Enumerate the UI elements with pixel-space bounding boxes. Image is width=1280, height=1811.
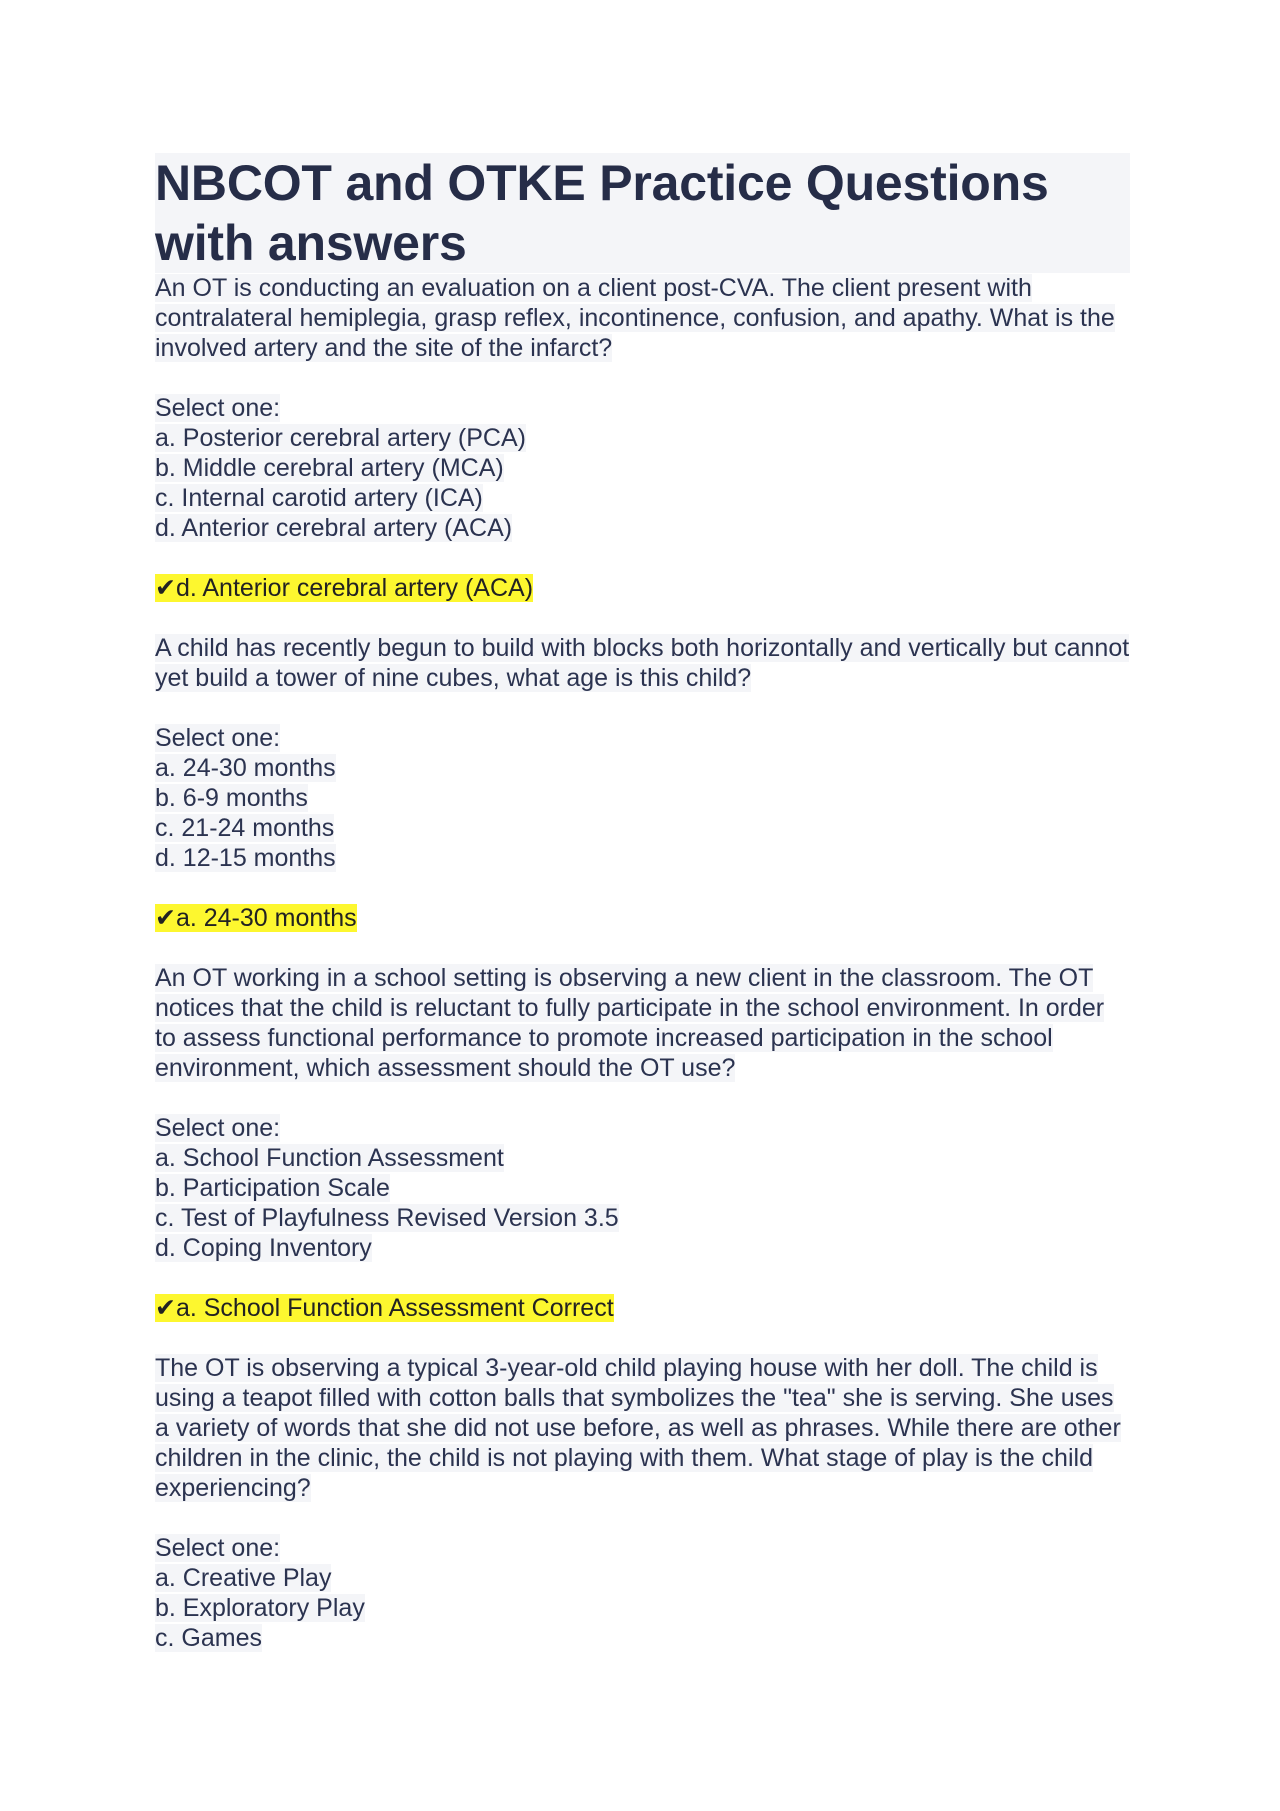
option-text: b. 6-9 months (155, 784, 308, 812)
correct-answer-highlight: ✔a. School Function Assessment Correct (155, 1294, 614, 1322)
option-text: d. Coping Inventory (155, 1234, 372, 1262)
correct-answer-highlight: ✔a. 24-30 months (155, 904, 357, 932)
options-list (155, 1563, 1130, 1653)
option-text: a. 24-30 months (155, 754, 336, 782)
option-item (155, 1143, 1130, 1173)
select-one-text: Select one: (155, 724, 281, 752)
select-one-text: Select one: (155, 394, 281, 422)
spacer (155, 1323, 1130, 1353)
option-item (155, 423, 1130, 453)
select-one-text: Select one: (155, 1534, 281, 1562)
option-item (155, 1593, 1130, 1623)
correct-answer (155, 573, 1130, 603)
options-list (155, 753, 1130, 873)
question-prompt-text: The OT is observing a typical 3-year-old child playing house with her doll. The child is using a teapot filled with cotton balls that symbolizes the "tea" she is serving. She uses a variety of words that she did not use before, as well as phrases. While there are other children in the clinic, the child is not playing with them. What stage of play is the child experiencing? (155, 1354, 1121, 1502)
option-text: c. 21-24 months (155, 814, 335, 842)
question-block (155, 1353, 1130, 1653)
select-one-label (155, 1533, 1130, 1563)
option-text: b. Middle cerebral artery (MCA) (155, 454, 504, 482)
option-item (155, 1173, 1130, 1203)
question-block (155, 963, 1130, 1353)
select-one-label (155, 1113, 1130, 1143)
option-text: b. Exploratory Play (155, 1594, 365, 1622)
option-text: c. Test of Playfulness Revised Version 3.5 (155, 1204, 619, 1232)
correct-answer (155, 1293, 1130, 1323)
spacer (155, 693, 1130, 723)
option-item (155, 1563, 1130, 1593)
question-prompt (155, 1353, 1130, 1503)
question-prompt-text: An OT working in a school setting is observing a new client in the classroom. The OT notices that the child is reluctant to fully participate in the school environment. In order to assess functional performance to promote increased participation in the school environment, which assessment should the OT use? (155, 964, 1105, 1082)
question-block (155, 273, 1130, 633)
option-text: b. Participation Scale (155, 1174, 390, 1202)
question-prompt-text: An OT is conducting an evaluation on a client post-CVA. The client present with contralateral hemiplegia, grasp reflex, incontinence, confusion, and apathy. What is the involved artery and the site of the infarct? (155, 274, 1115, 362)
option-text: a. Posterior cerebral artery (PCA) (155, 424, 526, 452)
select-one-label (155, 393, 1130, 423)
document-page (155, 153, 1130, 1653)
option-item (155, 843, 1130, 873)
option-text: c. Games (155, 1624, 262, 1652)
correct-answer-highlight: ✔d. Anterior cerebral artery (ACA) (155, 574, 534, 602)
spacer (155, 363, 1130, 393)
select-one-label (155, 723, 1130, 753)
spacer (155, 1083, 1130, 1113)
option-text: c. Internal carotid artery (ICA) (155, 484, 483, 512)
option-item (155, 753, 1130, 783)
option-item (155, 813, 1130, 843)
spacer (155, 603, 1130, 633)
option-item (155, 1233, 1130, 1263)
options-list (155, 423, 1130, 543)
option-item (155, 1203, 1130, 1233)
page-title: NBCOT and OTKE Practice Questions with answers (155, 153, 1130, 273)
spacer (155, 543, 1130, 573)
option-item (155, 453, 1130, 483)
spacer (155, 1503, 1130, 1533)
question-prompt (155, 963, 1130, 1083)
spacer (155, 933, 1130, 963)
option-text: d. 12-15 months (155, 844, 336, 872)
option-item (155, 513, 1130, 543)
option-text: d. Anterior cerebral artery (ACA) (155, 514, 513, 542)
spacer (155, 873, 1130, 903)
spacer (155, 1263, 1130, 1293)
option-item (155, 783, 1130, 813)
select-one-text: Select one: (155, 1114, 281, 1142)
options-list (155, 1143, 1130, 1263)
correct-answer (155, 903, 1130, 933)
question-prompt-text: A child has recently begun to build with blocks both horizontally and vertically but cannot yet build a tower of nine cubes, what age is this child? (155, 634, 1130, 692)
option-text: a. Creative Play (155, 1564, 332, 1592)
question-prompt (155, 273, 1130, 363)
option-text: a. School Function Assessment (155, 1144, 504, 1172)
question-block (155, 633, 1130, 963)
option-item (155, 483, 1130, 513)
option-item (155, 1623, 1130, 1653)
question-list (155, 273, 1130, 1653)
question-prompt (155, 633, 1130, 693)
